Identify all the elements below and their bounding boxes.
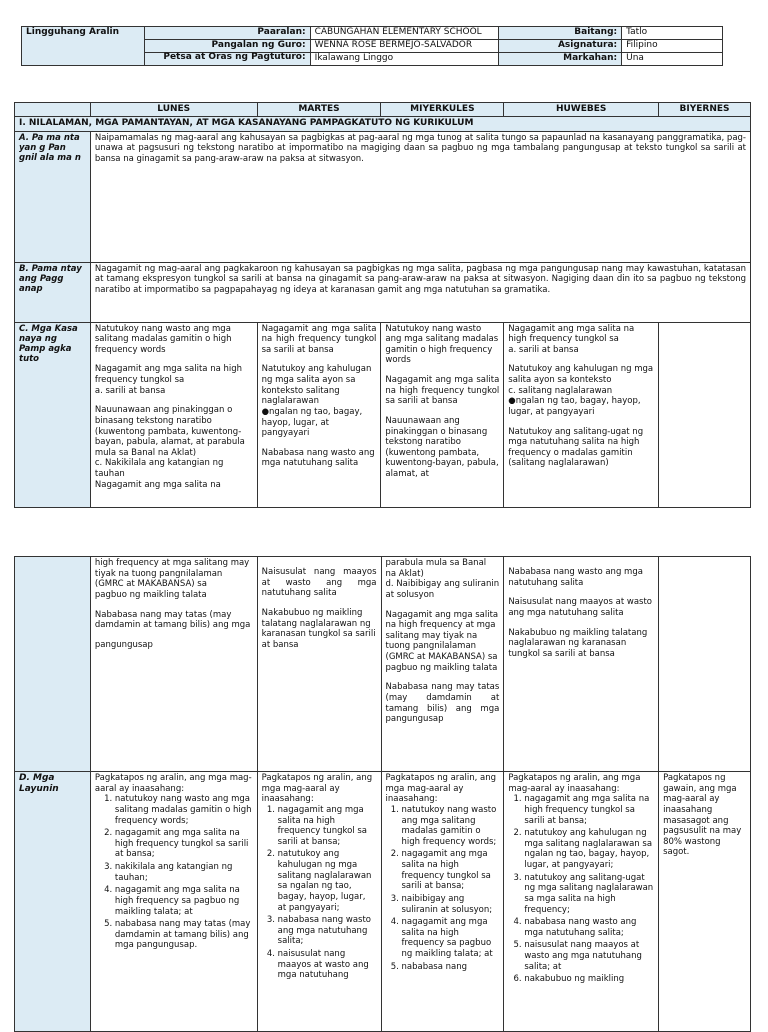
row-a-content: Naipamamalas ng mag-aaral ang kahusayan sa pagbigkas at pag-aaral ng mga tunog at salita tungo sa papaunlad na kasanayang panggramatika, pag-unawa at pagsusuri ng tekstong naratibo at impormatibo na magiging daan sa pagbuo ng mga tambalang pangungusap at teksto tungkol sa sarili at bansa na ginagamit sa pang-araw-araw na paksa at sitwasyon.: [90, 131, 750, 262]
objective-item: 1. nagagamit ang mga salita na high frequency tungkol sa sarili at bansa;: [278, 805, 377, 848]
lesson-plan-table-part1: [14, 102, 751, 508]
row-c-label: C. Mga Kasa naya ng Pamp agka tuto: [15, 322, 91, 507]
objectives-intro: Pagkatapos ng aralin, ang mga mag-aaral ay inaasahang:: [508, 773, 641, 794]
row-d-friday: Pagkatapos ng gawain, ang mga mag-aaral ay inaasahang masasagot ang pagsusulit na may 80% wastong sagot.: [659, 772, 751, 1032]
objective-item: 4. nagagamit ang mga salita na high frequency sa pagbuo ng maikling talata; at: [115, 885, 253, 917]
objective-item: 2. nagagamit ang mga salita na high frequency tungkol sa sarili at bansa;: [402, 849, 500, 892]
objectives-intro: Pagkatapos ng aralin, ang mga mag-aaral ay inaasahang:: [261, 773, 373, 805]
lesson-plan-table-part2: [14, 556, 751, 1032]
school-label: Paaralan:: [144, 27, 310, 40]
objective-item: 4. nagagamit ang mga salita na high frequency sa pagbuo ng maikling talata; at: [402, 917, 500, 960]
objectives-intro: Pagkatapos ng aralin, ang mga mag-aaral ay inaasahang:: [385, 773, 496, 805]
date-value: Ikalawang Linggo: [310, 53, 499, 66]
objectives-list-thursday: [508, 794, 654, 985]
grade-label: Baitang:: [499, 27, 622, 40]
text-line: Natutukoy ang salitang-ugat ng mga natutuhang salita na high frequency o madalas gamitin (salitang naglalarawan): [508, 426, 644, 469]
grade-value: Tatlo: [622, 27, 723, 40]
row-c-monday: [90, 322, 257, 507]
text-line: high frequency at mga salitang may tiyak na tuong pangnilalaman (GMRC at MAKABANSA) sa: [94, 558, 250, 590]
row-c2-tuesday: [257, 557, 381, 772]
text-line: Nagagamit ang mga salita: [385, 609, 499, 620]
row-d-monday: [90, 772, 257, 1032]
section-heading: I. NILALAMAN, MGA PAMANTAYAN, AT MGA KASANAYANG PAMPAGKATUTO NG KURIKULUM: [15, 117, 751, 131]
date-label: Petsa at Oras ng Pagtuturo:: [144, 53, 310, 66]
text-line: Nakabubuo ng maikling talatang naglalarawan ng karanasan tungkol sa sarili at bansa: [508, 627, 648, 659]
row-c-tuesday: [257, 322, 381, 507]
quarter-label: Markahan:: [499, 53, 622, 66]
objective-item: 2. nagagamit ang mga salita na high frequency tungkol sa sarili at bansa;: [115, 828, 253, 860]
row-c-thursday: [504, 322, 659, 507]
text-line: Nababasa nang wasto ang mga natutuhang salita: [508, 567, 643, 588]
text-line: parabula mula sa Banal na Aklat): [385, 558, 487, 579]
text-line: c. salitang naglalarawan: [508, 385, 613, 396]
row-c2-wednesday: [381, 557, 504, 772]
text-line: Naisusulat nang maayos at wasto ang mga natutuhang salita: [261, 567, 377, 599]
quarter-value: Una: [622, 53, 723, 66]
text-line: Nauunawaan ang pinakinggan o binasang tekstong naratibo (kuwentong pambata, kuwentong-bayan, pabula, alamat, at parabula mula sa Banal na Aklat): [94, 405, 245, 458]
objective-item: 3. nababasa nang wasto ang mga natutuhang salita;: [278, 915, 377, 947]
text-line: Natutukoy ang kahulugan ng mga salita ayon sa konteksto salitang naglalarawan: [261, 364, 372, 407]
text-line: Natutukoy nang wasto ang mga salitang madalas gamitin o high frequency words: [94, 323, 232, 355]
objective-item: 1. natutukoy nang wasto ang mga salitang madalas gamitin o high frequency words;: [115, 794, 253, 826]
objective-item: 3. nakikilala ang katangian ng tauhan;: [115, 862, 253, 883]
text-line: Nagagamit ang mga salita na high frequency tungkol sa: [508, 323, 635, 345]
row-b-label: B. Pama ntay ang Pagg anap: [15, 262, 91, 322]
text-line: Nagagamit ang mga salita na high frequency tungkol sa sarili at bansa: [261, 323, 377, 355]
text-line: Nagagamit ang mga salita na high frequency tungkol sa: [94, 364, 243, 385]
teacher-label: Pangalan ng Guro:: [144, 40, 310, 53]
day-friday: BIYERNES: [659, 103, 751, 117]
text-line: pangungusap: [94, 639, 153, 650]
text-line: a. sarili at bansa: [94, 385, 166, 396]
objective-item: 4. nababasa nang wasto ang mga natutuhang salita;: [524, 917, 654, 938]
text-line: Nababasa nang wasto ang mga natutuhang salita: [261, 447, 375, 469]
text-line: Nagagamit ang mga salita na high frequency tungkol sa sarili at bansa: [385, 375, 500, 407]
day-wednesday: MIYERKULES: [381, 103, 504, 117]
text-line: ●ngalan ng tao, bagay, hayop, lugar, at pangyayari: [261, 406, 363, 439]
lesson-type-title: Lingguhang Aralin: [22, 27, 145, 66]
text-line: d. Naibibigay ang suliranin at solusyon: [385, 579, 500, 600]
text-line: Naisusulat nang maayos at wasto ang mga natutuhang salita: [508, 597, 652, 618]
row-c-continued-label: [15, 557, 91, 772]
days-header-row: [15, 103, 751, 117]
objective-item: 5. nababasa nang: [402, 962, 500, 973]
objective-item: 5. nababasa nang may tatas (may damdamin at tamang bilis) ang mga pangungusap.: [115, 919, 253, 951]
row-d-tuesday: [257, 772, 381, 1032]
row-c2-monday: [90, 557, 257, 772]
text-line: c. Nakikilala ang katangian ng tauhan: [94, 458, 224, 479]
objective-item: 1. natutukoy nang wasto ang mga salitang madalas gamitin o high frequency words;: [402, 805, 500, 848]
objective-item: 5. naisusulat nang maayos at wasto ang mga natutuhang salita; at: [524, 940, 654, 972]
text-line: a. sarili at bansa: [508, 344, 579, 355]
text-line: Natutukoy ang kahulugan ng mga salita ayon sa konteksto: [508, 364, 654, 385]
objective-item: 6. nakabubuo ng maikling: [524, 974, 654, 985]
day-tuesday: MARTES: [257, 103, 381, 117]
corner-cell: [15, 103, 91, 117]
teacher-value: WENNA ROSE BERMEJO-SALVADOR: [310, 40, 499, 53]
text-line: ●ngalan ng tao, bagay, hayop, lugar, at pangyayari: [508, 396, 641, 417]
objective-item: 3. natutukoy ang salitang-ugat ng mga salitang naglalarawan sa mga salita na high frequency;: [524, 873, 654, 916]
text-line: Nababasa nang may tatas (may damdamin at tamang bilis) ang mga: [94, 609, 251, 631]
row-d-wednesday: [381, 772, 504, 1032]
header-info-table: [21, 26, 723, 66]
row-c-wednesday: [381, 322, 504, 507]
text-line: Nakabubuo ng maikling talatang naglalarawan ng karanasan tungkol sa sarili at bansa: [261, 607, 376, 650]
subject-label: Asignatura:: [499, 40, 622, 53]
subject-value: Filipino: [622, 40, 723, 53]
row-b-content: Nagagamit ng mag-aaral ang pagkakaroon ng kahusayan sa pagbigkas ng mga salita, pagbasa ng mga pangungusap nang may kawastuhan, katatasan at tamang ekspresyon tungkol sa sarili at bansa na ginagamit sa pang-araw-araw na paksa at sitwasyon. Nagiging daan din ito sa pagbuo ng tekstong naratibo at impormatibo sa pagpapahayag ng ideya at karanasan gamit ang mga natutuhan sa gramatika.: [90, 262, 750, 322]
text-line: Nagagamit ang mga salita na: [94, 479, 221, 490]
objective-item: 1. nagagamit ang mga salita na high frequency tungkol sa sarili at bansa;: [524, 794, 654, 826]
row-d-label: D. Mga Layunin: [15, 772, 91, 1032]
objective-item: 4. naisusulat nang maayos at wasto ang mga natutuhang: [278, 949, 377, 981]
text-line: Nababasa nang may tatas (may damdamin at tamang bilis) ang mga pangungusap: [385, 682, 500, 725]
school-value: CABUNGAHAN ELEMENTARY SCHOOL: [310, 27, 499, 40]
objectives-list-tuesday: [262, 805, 377, 981]
day-thursday: HUWEBES: [504, 103, 659, 117]
text-line: Nauunawaan ang pinakinggan o binasang tekstong naratibo (kuwentong pambata, kuwentong-bayan, pabula, alamat, at: [385, 415, 499, 479]
text-line: pagbuo ng maikling talata: [94, 589, 207, 600]
text-line: na high frequency at mga salitang may tiyak na tuong pangnilalaman (GMRC at MAKABANSA) sa pagbuo ng maikling talata: [385, 620, 498, 673]
row-c2-friday: [659, 557, 751, 772]
row-c-friday: [659, 322, 751, 507]
row-a-label: A. Pa ma nta yan g Pan gnil ala ma n: [15, 131, 91, 262]
row-c2-thursday: [504, 557, 659, 772]
objective-item: 3. naibibigay ang suliranin at solusyon;: [402, 894, 500, 915]
text-line: Natutukoy nang wasto ang mga salitang madalas gamitin o high frequency words: [385, 323, 499, 366]
row-d-thursday: [504, 772, 659, 1032]
objective-item: 2. natutukoy ang kahulugan ng mga salitang naglalarawan sa ngalan ng tao, bagay, hayop, lugar, at pangyayari;: [524, 828, 654, 871]
objectives-list-monday: [95, 794, 253, 951]
day-monday: LUNES: [90, 103, 257, 117]
objectives-list-wednesday: [386, 805, 500, 972]
objective-item: 2. natutukoy ang kahulugan ng mga salitang naglalarawan sa ngalan ng tao, bagay, hayop, lugar, at pangyayari;: [278, 849, 377, 913]
objectives-intro: Pagkatapos ng aralin, ang mga mag-aaral ay inaasahang:: [94, 773, 252, 794]
